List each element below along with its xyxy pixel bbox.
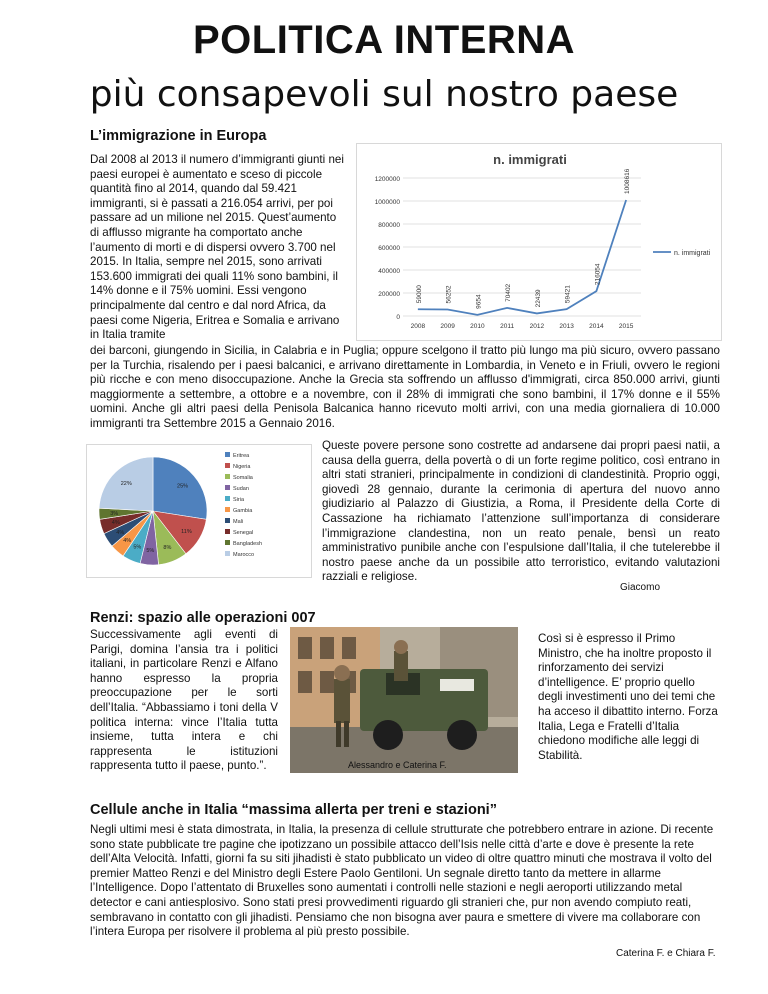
renzi-paragraph-left: Successivamente agli eventi di Parigi, domina l’ansia tra i politici italiani, in particolare Renzi e Alfano hanno espresso la propria preoccupazione per le sorti dell’Italia. “Abbassiamo i toni della V politica interna: vince l’Italia tutta insieme, tutta intera e chi rappresenta le istituzioni rappresenta tutto il paese, punto.”. (90, 628, 278, 773)
pie-slice-label: 3% (110, 511, 119, 518)
author-caterina-chiara: Caterina F. e Chiara F. (616, 948, 716, 959)
x-tick-label: 2013 (559, 323, 574, 330)
legend-swatch (225, 452, 230, 457)
pie-slice-label: 25% (177, 483, 189, 490)
y-tick-label: 400000 (378, 268, 400, 275)
x-tick-label: 2014 (589, 323, 604, 330)
pie-slice-label: 4% (123, 538, 132, 545)
section-title-renzi: Renzi: spazio alle operazioni 007 (90, 610, 316, 626)
y-tick-label: 600000 (378, 245, 400, 252)
author-giacomo: Giacomo (620, 582, 661, 593)
pie-slice-label: 5% (146, 547, 155, 554)
legend-swatch (225, 463, 230, 468)
legend-swatch (225, 496, 230, 501)
legend-label: n. immigrati (674, 250, 711, 257)
section-title-immigrazione: L’immigrazione in Europa (90, 128, 267, 144)
legend-label: Senegal (233, 530, 254, 536)
data-label: 70402 (505, 283, 513, 302)
legend-swatch (225, 551, 230, 556)
immigrazione-paragraph-left: Dal 2008 al 2013 il numero d’immigranti giunti nei paesi europei è aumentato e sceso di piccole quantità fino al 2014, quando dal 59.421 immigranti, si è passati a 216.054 arrivi, per poi passare ad un milione nel 2015. Quest’aumento di afflusso migrante ha comportato anche l’aumento di morti e di dispersi ovvero 3.700 nel 2015. In Italia, sempre nel 2015, sono arrivati 153.600 immigrati dei quali 11% sono bambini, il 14% donne e il 75% uomini. Essi vengono principalmente dal centro e dal nord Africa, da paesi come Nigeria, Eritrea e Somalia e arrivano in Italia tramite (90, 153, 344, 342)
legend-label: Siria (233, 497, 245, 503)
y-tick-label: 1200000 (374, 176, 400, 183)
provenienza-pie-chart-svg (87, 445, 311, 577)
page-subtitle: più consapevoli sul nostro paese (89, 74, 679, 115)
legend-label: Eritrea (233, 453, 250, 459)
cellule-paragraph: Negli ultimi mesi è stata dimostrata, in Italia, la presenza di cellule strutturate che potrebbero entrare in azione. Di recente sono state pubblicate tre pagine che ipotizzano un possibile attacco dell’Isis nelle città d’arte e dove è presente la rete dell’Alta Velocità. Infatti, giorni fa su siti jihadisti è stato pubblicato un video di oltre quattro minuti che mostrava il volto del premier Matteo Renzi e del Ministro degli Estere Paolo Gentiloni. Un segnale diretto tanto da mettere in allarme l’Intelligence. Dopo l’attentato di Bruxelles sono aumentati i controlli nelle stazioni e negli aeroporti utilizzando metal detector e cani antiesplosivo. Sono stati presi provvedimenti riguardo gli stranieri che, pur non avendo compiuto reati, sembravano in contatto con gli jihadisti. Pensiamo che non bisogna aver paura e smettere di vivere ma collaborare con l’intera Europa per risolvere il problema al più presto possibile. (90, 823, 714, 939)
pie-slice-label: 11% (181, 528, 192, 535)
immigrazione-paragraph-right: Queste povere persone sono costrette ad andarsene dai propri paesi natii, a causa della guerra, della povertà o di un forte regime politico, così entrano in altri stati stranieri, principalmente in condizioni di clandestinità. Proprio oggi, giovedì 28 gennaio, durante la cerimonia di apertura del nuovo anno giudiziario al Palazzo di Giustizia, a Roma, il Presidente della Corte di Cassazione ha richiamato l’attenzione sull’importanza di considerare l’immigrazione clandestina, non un reato penale, bensì un reato amministrativo punibile anche con l’espulsione dall’Italia, il che tutelerebbe il nostro paese anche da un possibile atto terroristico, evitando valutazioni razziali e religiose. (322, 439, 720, 584)
section-title-cellule: Cellule anche in Italia “massima allerta per treni e stazioni” (90, 802, 497, 818)
x-tick-label: 2011 (500, 323, 515, 330)
y-tick-label: 0 (396, 314, 400, 321)
pie-slice-label: 5% (133, 544, 142, 551)
photo-caption: Alessandro e Caterina F. (348, 760, 447, 770)
legend-swatch (225, 474, 230, 479)
pie-slice-label: 22% (120, 480, 132, 487)
immigrazione-paragraph-full: dei barconi, giungendo in Sicilia, in Calabria e in Puglia; oppure scelgono il tratto più lungo ma più sicuro, ovvero passano per la Turchia, risalendo per i paesi balcanici, e arrivano direttamente in Lombardia, in Veneto e in Friuli, ovvero le regioni più ricche e con meno disoccupazione. Anche la Grecia sta soffrendo un afflusso d'immigrati, circa 850.000 arrivi, giunti maggiormente a settembre, a ottobre e a novembre, con il 28% di immigrati che sono bambini, il 17% donne e il 55% uomini. Anche gli altri paesi della Penisola Balcanica hanno ricevuto molti arrivi, con una media giornaliera di 10.000 immigranti tra Settembre 2015 a Gennaio 2016. (90, 344, 720, 430)
data-label: 59000 (415, 285, 423, 304)
y-tick-label: 800000 (378, 222, 400, 229)
legend-swatch (225, 540, 230, 545)
data-label: 9654 (475, 294, 483, 309)
pie-slice-label: 4% (116, 529, 125, 536)
immigrati-line-chart (356, 143, 722, 341)
x-tick-label: 2008 (410, 323, 426, 330)
x-tick-label: 2015 (618, 323, 634, 330)
y-tick-label: 1000000 (374, 199, 400, 206)
data-label: 59421 (564, 285, 572, 304)
x-tick-label: 2010 (470, 323, 485, 330)
legend-label: Nigeria (233, 464, 251, 470)
data-label: 56252 (445, 285, 453, 304)
legend-swatch (225, 529, 230, 534)
data-label: 1008616 (624, 168, 632, 195)
legend-label: Gambia (233, 508, 253, 514)
renzi-paragraph-right: Così si è espresso il Primo Ministro, che ha inoltre proposto il rinforzamento dei servizi d’intelligence. E’ proprio quello degli investimenti uno dei temi che ha acceso il dibattito interno. Forza Italia, Lega e Fratelli d’Italia chiedono modifiche alle leggi di Stabilità. (538, 632, 718, 762)
legend-label: Mali (233, 519, 244, 525)
legend-label: Marocco (233, 552, 255, 558)
legend-swatch (225, 507, 230, 512)
legend-label: Sudan (233, 486, 249, 492)
y-tick-label: 200000 (378, 291, 400, 298)
immigrati-line-chart-svg (357, 144, 721, 340)
x-tick-label: 2012 (529, 323, 545, 330)
legend-label: Bangladesh (233, 541, 263, 547)
legend-swatch (225, 518, 230, 523)
pie-slice-label: 4% (111, 520, 120, 527)
army-jeep-illustration (290, 627, 518, 773)
x-tick-label: 2009 (440, 323, 455, 330)
pie-slice-label: 8% (163, 545, 172, 552)
army-jeep-photo (290, 627, 518, 773)
legend-label: Somalia (233, 475, 253, 481)
chart-title: n. immigrati (493, 152, 567, 167)
provenienza-pie-chart (86, 444, 312, 578)
legend-swatch (225, 485, 230, 490)
data-label: 216054 (594, 263, 602, 286)
data-label: 22439 (534, 289, 542, 308)
page-title: POLITICA INTERNA (192, 18, 576, 62)
